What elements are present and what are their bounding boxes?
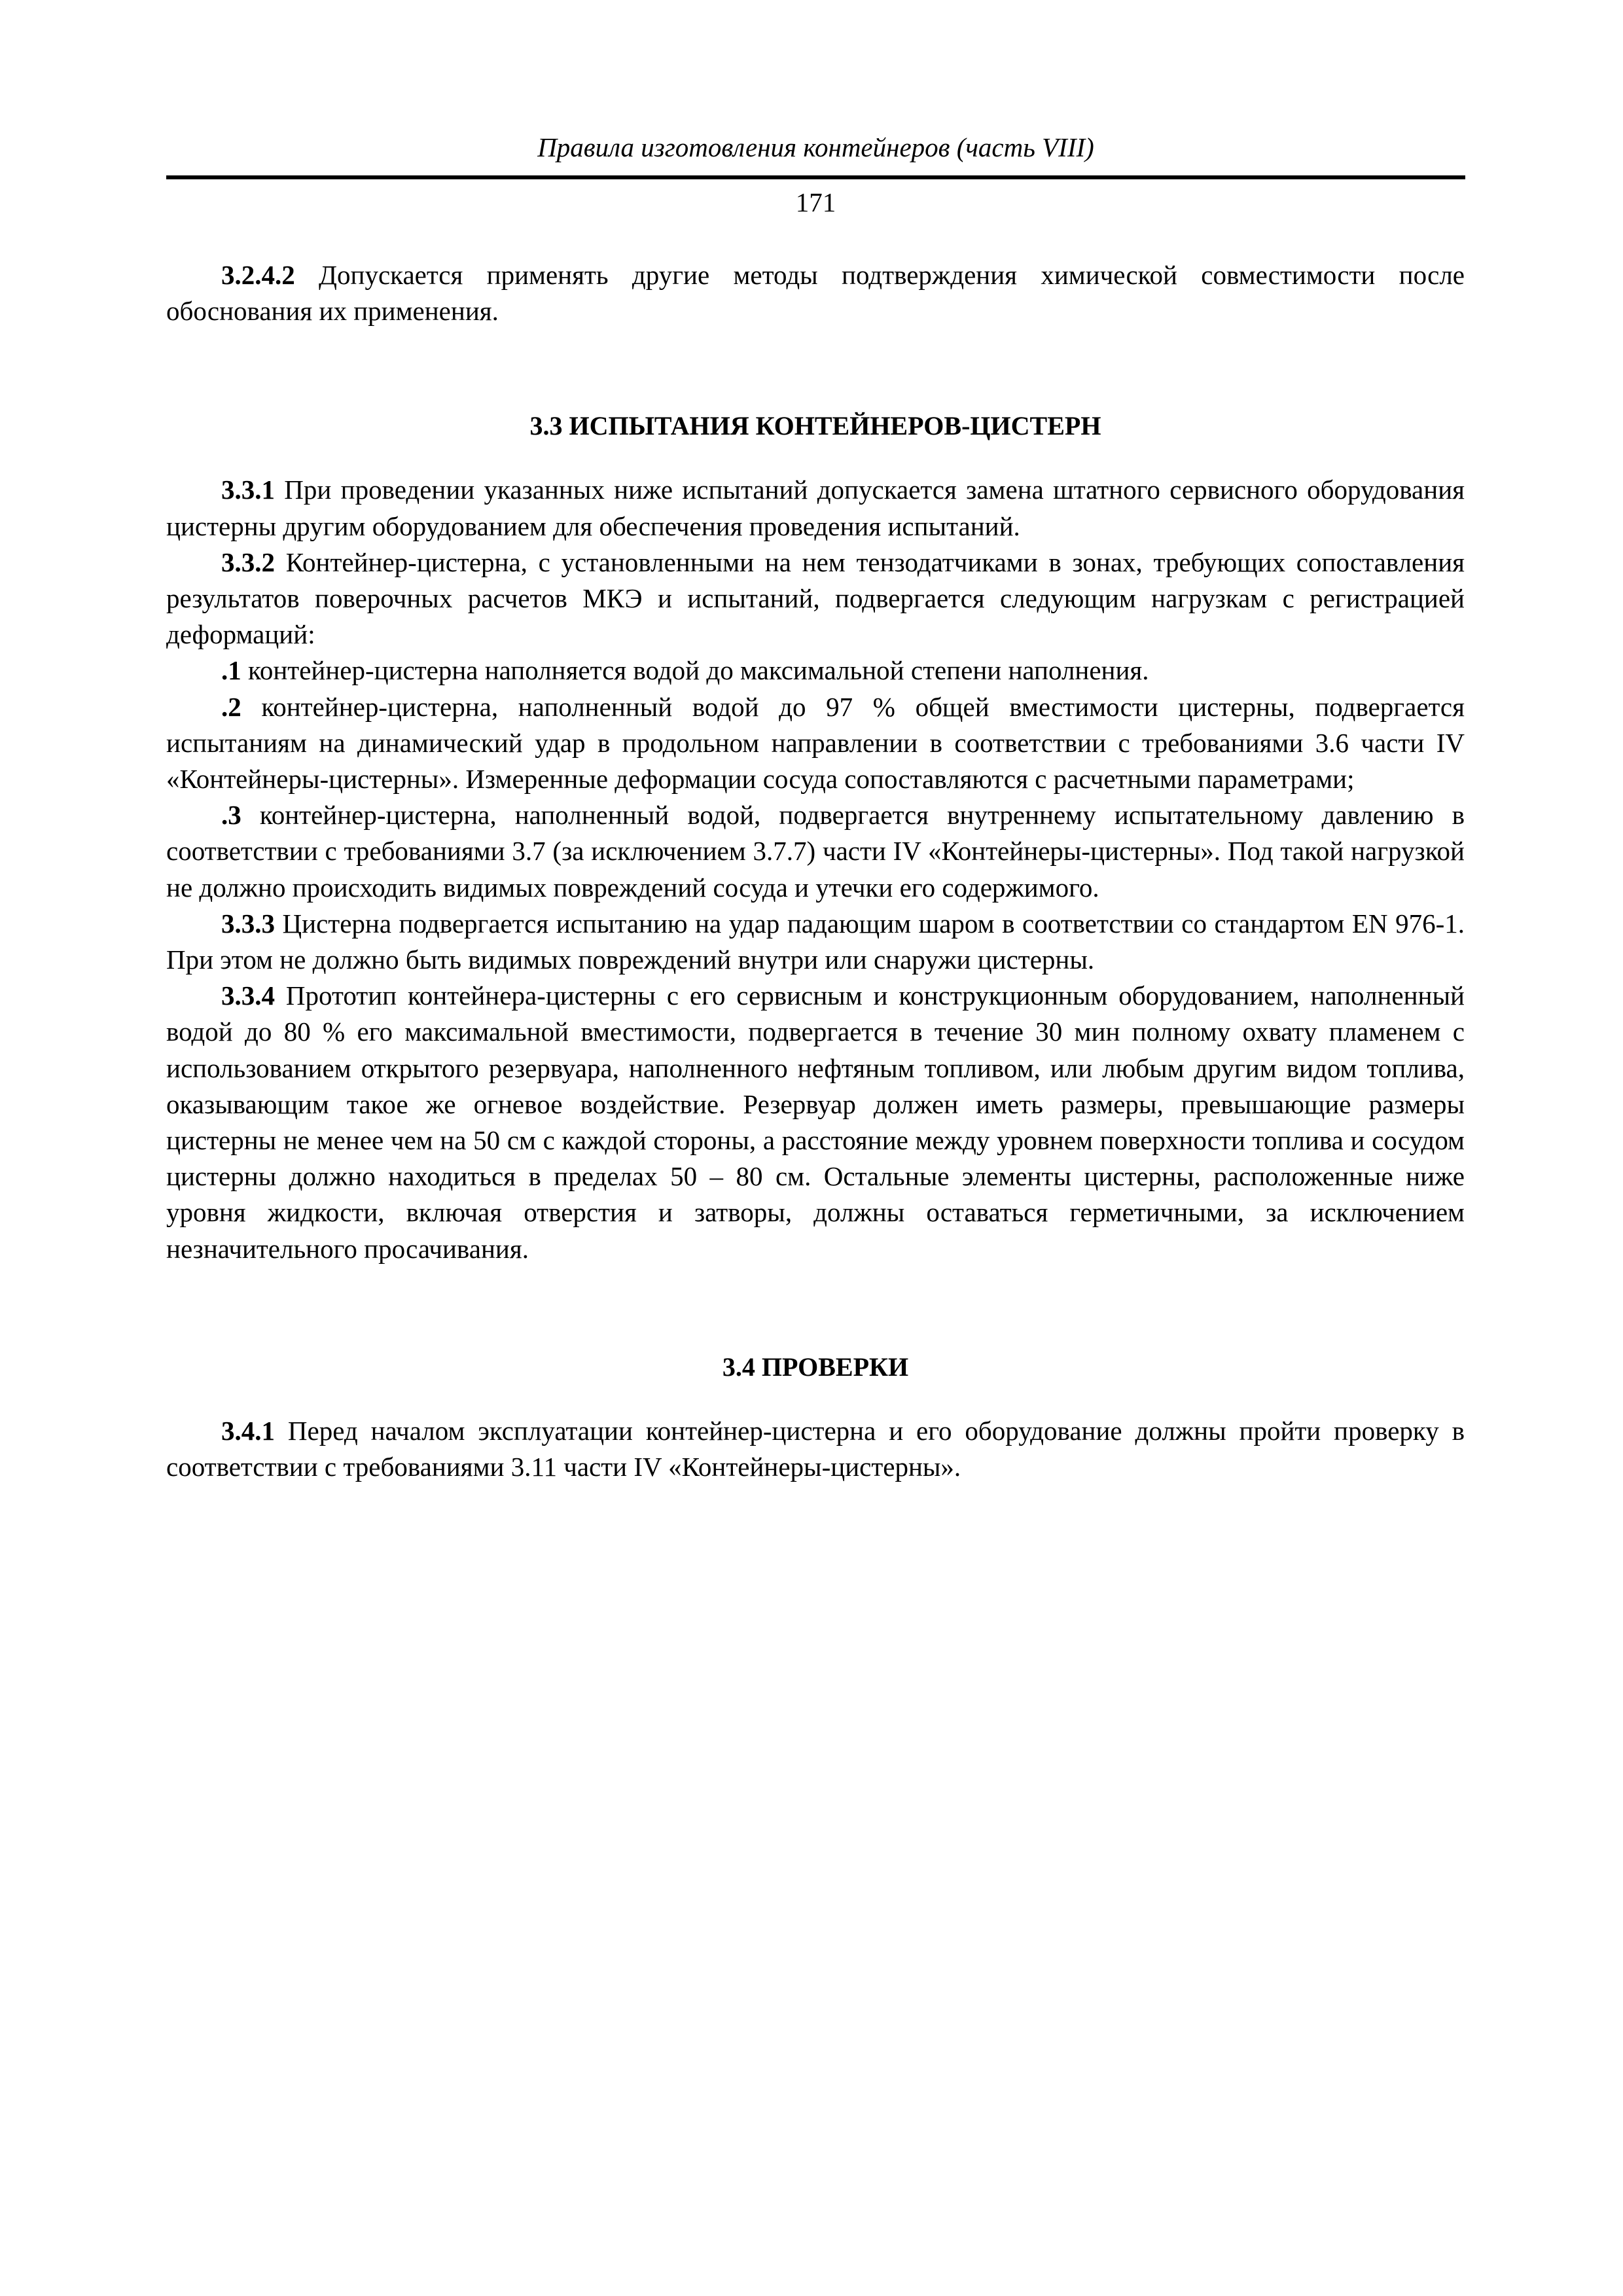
list-item-3	[166, 797, 1465, 906]
clause-text: Прототип контейнера-цистерны с его сервисным и конструкционным оборудованием, наполненный водой до 80 % его максимальной вместимости, подвергается в течение 30 мин полному охвату пламенем с использованием открытого резервуара, наполненного нефтяным топливом, или любым другим видом топлива, оказывающим такое же огневое воздействие. Резервуар должен иметь размеры, превышающие размеры цистерны не менее чем на 50 см с каждой стороны, а расстояние между уровнем поверхности топлива и сосудом цистерны должно находиться в пределах 50 – 80 см. Остальные элементы цистерны, расположенные ниже уровня жидкости, включая отверстия и затворы, должны оставаться герметичными, за исключением незначительного просачивания.	[166, 980, 1465, 1264]
clause-number: 3.2.4.2	[221, 260, 295, 290]
item-number: .2	[221, 691, 241, 722]
paragraph-3-3-3	[166, 906, 1465, 978]
paragraph-3-3-4	[166, 978, 1465, 1267]
clause-number: 3.4.1	[221, 1415, 275, 1446]
clause-text: Цистерна подвергается испытанию на удар падающим шаром в соответствии со стандартом EN 976-1. При этом не должно быть видимых повреждений внутри или снаружи цистерны.	[166, 908, 1465, 975]
clause-number: 3.3.1	[221, 475, 275, 505]
header-rule	[166, 175, 1465, 179]
item-text: контейнер-цистерна наполняется водой до максимальной степени наполнения.	[241, 655, 1149, 686]
item-text: контейнер-цистерна, наполненный водой до 97 % общей вместимости цистерны, подвергается испытаниям на динамический удар в продольном направлении в соответствии с требованиями 3.6 части IV «Контейнеры-цистерны». Измеренные деформации сосуда сопоставляются с расчетными параметрами;	[166, 691, 1465, 795]
page-content	[166, 257, 1465, 1485]
item-text: контейнер-цистерна, наполненный водой, подвергается внутреннему испытательному давлению в соответствии с требованиями 3.7 (за исключением 3.7.7) части IV «Контейнеры-цистерны». Под такой нагрузкой не должно происходить видимых повреждений сосуда и утечки его содержимого.	[166, 800, 1465, 903]
section-heading-3-4: 3.4 ПРОВЕРКИ	[722, 1352, 909, 1382]
clause-text: Контейнер-цистерна, с установленными на нем тензодатчиками в зонах, требующих сопоставления результатов поверочных расчетов МКЭ и испытаний, подвергается следующим нагрузкам с регистрацией деформаций:	[166, 547, 1465, 650]
page-number: 171	[795, 187, 836, 217]
clause-text: Перед началом эксплуатации контейнер-цистерна и его оборудование должны пройти проверку в соответствии с требованиями 3.11 части IV «Контейнеры-цистерны».	[166, 1415, 1465, 1482]
running-title: Правила изготовления контейнеров (часть VIII)	[537, 132, 1094, 162]
item-number: .1	[221, 655, 241, 686]
clause-number: 3.3.2	[221, 547, 275, 577]
clause-text: При проведении указанных ниже испытаний допускается замена штатного сервисного оборудования цистерны другим оборудованием для обеспечения проведения испытаний.	[166, 475, 1465, 541]
list-item-2	[166, 689, 1465, 798]
paragraph-3-3-2	[166, 545, 1465, 653]
paragraph-3-4-1	[166, 1413, 1465, 1485]
clause-number: 3.3.4	[221, 980, 275, 1011]
paragraph-3-3-1	[166, 472, 1465, 544]
item-number: .3	[221, 800, 241, 831]
clause-number: 3.3.3	[221, 908, 275, 939]
paragraph-3-2-4-2	[166, 257, 1465, 329]
list-item-1	[166, 653, 1465, 689]
clause-text: Допускается применять другие методы подтверждения химической совместимости после обоснования их применения.	[166, 260, 1465, 327]
section-heading-3-3: 3.3 ИСПЫТАНИЯ КОНТЕЙНЕРОВ-ЦИСТЕРН	[529, 411, 1101, 441]
